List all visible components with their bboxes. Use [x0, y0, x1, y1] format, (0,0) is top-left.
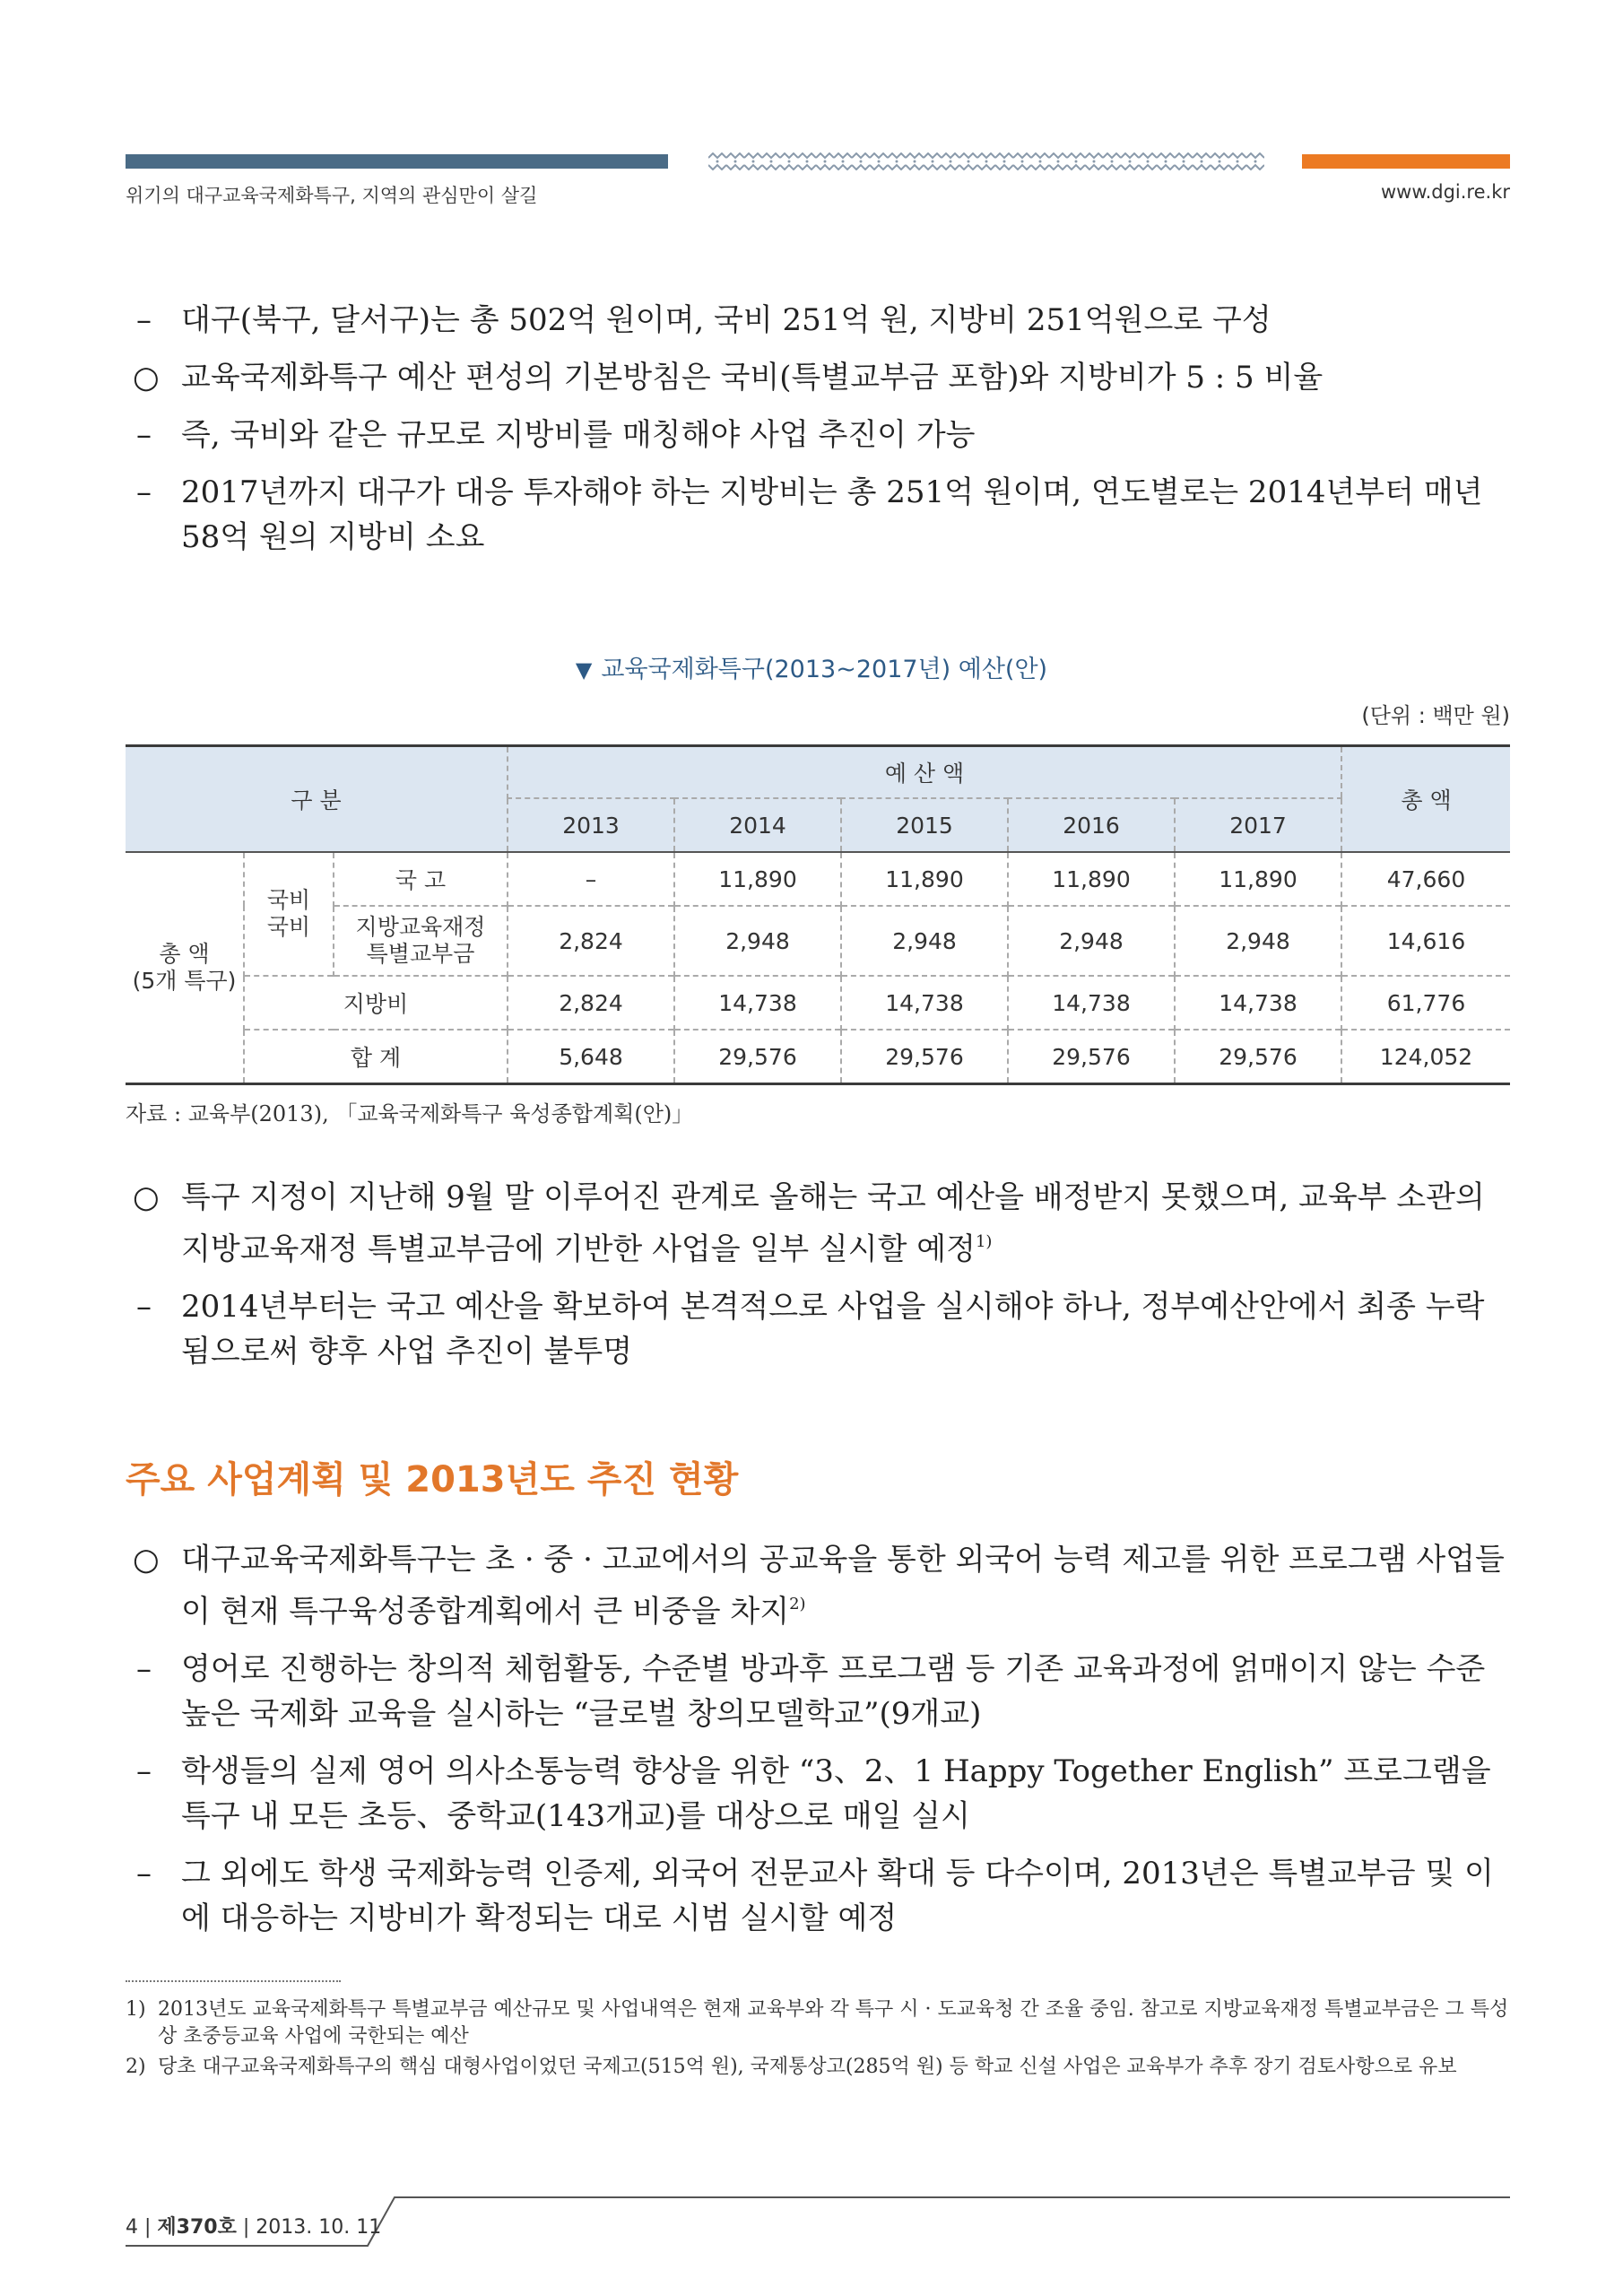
table-cell-total: 124,052 — [1341, 1030, 1510, 1084]
intro-text: 교육국제화특구 예산 편성의 기본방침은 국비(특별교부금 포함)와 지방비가 5 : 5 비율 — [181, 360, 1324, 396]
header-year: 2013 — [508, 798, 674, 852]
table-cell: 11,890 — [841, 852, 1008, 906]
row-label-line1: 지방교육재정 — [355, 914, 486, 940]
table-title — [0, 649, 1623, 684]
table-cell: 29,576 — [674, 1030, 841, 1084]
header-year: 2014 — [674, 798, 841, 852]
intro-item-2 — [126, 355, 1510, 400]
table-cell-total: 14,616 — [1341, 906, 1510, 976]
section-item-2 — [126, 1647, 1510, 1736]
row-label: 지방비 — [244, 976, 508, 1030]
header-category: 구 분 — [126, 746, 508, 853]
section-heading: 주요 사업계획 및 2013년도 추진 현황 — [126, 1459, 739, 1500]
footnote-text: 당초 대구교육국제화특구의 핵심 대형사업이었던 국제고(515억 원), 국제통상고(285억 원) 등 학교 신설 사업은 교육부가 추후 장기 검토사항으로 유보 — [158, 2056, 1457, 2078]
circle-marker: ○ — [133, 1542, 160, 1578]
header-url[interactable]: www.dgi.re.kr — [1380, 181, 1510, 203]
row-label-line2: 특별교부금 — [366, 941, 475, 967]
intro-section — [126, 298, 1510, 572]
group-label — [126, 852, 244, 1084]
footer-separator: | — [242, 2216, 250, 2239]
subgroup-label-text: 국비 — [266, 887, 311, 913]
intro-item-3 — [126, 413, 1510, 457]
footnote-1 — [126, 1996, 1510, 2050]
mid-text: 특구 지정이 지난해 9월 말 이루어진 관계로 올해는 국고 예산을 배정받지 못했으며, 교육부 소관의 지방교육재정 특별교부금에 기반한 사업을 일부 실시할 예정 — [181, 1179, 1485, 1267]
footnote-number: 2) — [126, 2056, 146, 2078]
header-year: 2017 — [1175, 798, 1341, 852]
section-text: 대구교육국제화특구는 초 · 중 · 고교에서의 공교육을 통한 외국어 능력 제고를 위한 프로그램 사업들이 현재 특구육성종합계획에서 큰 비중을 차지 — [181, 1542, 1505, 1630]
page-number: 4 — [126, 2216, 138, 2239]
intro-text: 2017년까지 대구가 대응 투자해야 하는 지방비는 총 251억 원이며, 연도별로는 2014년부터 매년 58억 원의 지방비 소요 — [181, 474, 1483, 555]
table-title-text: 교육국제화특구(2013~2017년) 예산(안) — [601, 656, 1048, 683]
table-cell: 29,576 — [1175, 1030, 1341, 1084]
footnote-ref: 1) — [975, 1232, 993, 1251]
table-cell: 29,576 — [1008, 1030, 1175, 1084]
table-cell: 11,890 — [1008, 852, 1175, 906]
dash-marker: – — [136, 1856, 152, 1892]
table-cell: 2,824 — [508, 906, 674, 976]
intro-text: 대구(북구, 달서구)는 총 502억 원이며, 국비 251억 원, 지방비 251억원으로 구성 — [181, 302, 1271, 338]
table-cell: 5,648 — [508, 1030, 674, 1084]
header-total: 총 액 — [1341, 746, 1510, 853]
table-cell-total: 61,776 — [1341, 976, 1510, 1030]
dash-marker: – — [136, 1289, 152, 1325]
dash-marker: – — [136, 302, 152, 338]
section-item-1 — [126, 1537, 1510, 1634]
row-label — [334, 906, 508, 976]
table-cell: 11,890 — [674, 852, 841, 906]
group-label-main: 총 액 — [159, 941, 210, 967]
footnote-2 — [126, 2054, 1510, 2081]
intro-item-1 — [126, 298, 1510, 343]
table-source: 자료 : 교육부(2013), 「교육국제화특구 육성종합계획(안)」 — [126, 1101, 694, 1126]
footnote-number: 1) — [126, 1998, 146, 2021]
subgroup-label-text: 국비 — [266, 914, 311, 940]
table-cell: 11,890 — [1175, 852, 1341, 906]
section-item-3 — [126, 1749, 1510, 1839]
section-item-4 — [126, 1851, 1510, 1941]
mid-text: 2014년부터는 국고 예산을 확보하여 본격적으로 사업을 실시해야 하나, 정부예산안에서 최종 누락됨으로써 향후 사업 추진이 불투명 — [181, 1289, 1485, 1370]
footnote-ref: 2) — [789, 1595, 806, 1613]
intro-text: 즉, 국비와 같은 규모로 지방비를 매칭해야 사업 추진이 가능 — [181, 417, 976, 453]
table-cell: 2,948 — [841, 906, 1008, 976]
issue-number: 제370호 — [157, 2216, 237, 2239]
header-title: 위기의 대구교육국제화특구, 지역의 관심만이 살길 — [126, 185, 538, 206]
header-dot-pattern — [708, 152, 1264, 170]
table-cell: 29,576 — [841, 1030, 1008, 1084]
table-cell: 14,738 — [841, 976, 1008, 1030]
table-cell: 2,948 — [1008, 906, 1175, 976]
header-bar-left — [126, 154, 668, 169]
footnote-text: 2013년도 교육국제화특구 특별교부금 예산규모 및 사업내역은 현재 교육부와 각 특구 시 · 도교육청 간 조율 중임. 참고로 지방교육재정 특별교부금은 그 특성상 초중등교육 사업에 국한되는 예산 — [158, 1998, 1509, 2048]
table-cell: 2,948 — [674, 906, 841, 976]
issue-date: 2013. 10. 11 — [256, 2216, 382, 2239]
header-year: 2016 — [1008, 798, 1175, 852]
table-cell: 2,824 — [508, 976, 674, 1030]
intro-item-4 — [126, 470, 1510, 560]
section-text: 학생들의 실제 영어 의사소통능력 향상을 위한 “3、2、1 Happy Together English” 프로그램을 특구 내 모든 초등、중학교(143개교)를 대상으로 매일 실시 — [181, 1753, 1491, 1834]
table-row — [126, 906, 1510, 976]
circle-marker: ○ — [133, 1179, 160, 1215]
table-cell: 2,948 — [1175, 906, 1341, 976]
table-cell: 14,738 — [674, 976, 841, 1030]
mid-item-2 — [126, 1284, 1510, 1374]
dash-marker: – — [136, 474, 152, 510]
mid-item-1 — [126, 1175, 1510, 1272]
table-cell: – — [508, 852, 674, 906]
footer-separator: | — [144, 2216, 152, 2239]
header-bar-right — [1302, 154, 1510, 169]
dash-marker: – — [136, 1651, 152, 1687]
footer — [126, 2212, 381, 2239]
group-label-sub: (5개 특구) — [132, 968, 237, 994]
table-unit: (단위 : 백만 원) — [1361, 703, 1510, 728]
section-text: 그 외에도 학생 국제화능력 인증제, 외국어 전문교사 확대 등 다수이며, 2013년은 특별교부금 및 이에 대응하는 지방비가 확정되는 대로 시범 실시할 예정 — [181, 1856, 1494, 1936]
section-body — [126, 1537, 1510, 1953]
footnote-divider — [126, 1980, 341, 1982]
section-text: 영어로 진행하는 창의적 체험활동, 수준별 방과후 프로그램 등 기존 교육과정에 얽매이지 않는 수준 높은 국제화 교육을 실시하는 “글로벌 창의모델학교”(9개교) — [181, 1651, 1486, 1732]
table-cell: 14,738 — [1008, 976, 1175, 1030]
dash-marker: – — [136, 1753, 152, 1789]
table-row — [126, 852, 1510, 906]
circle-marker: ○ — [133, 360, 160, 396]
subgroup-label — [244, 852, 334, 976]
header-year: 2015 — [841, 798, 1008, 852]
table-row — [126, 1030, 1510, 1084]
budget-table — [126, 744, 1510, 1085]
mid-section — [126, 1175, 1510, 1387]
table-cell-total: 47,660 — [1341, 852, 1510, 906]
triangle-down-icon: ▼ — [575, 657, 593, 683]
dash-marker: – — [136, 417, 152, 453]
row-label: 국 고 — [334, 852, 508, 906]
table-row — [126, 976, 1510, 1030]
row-label: 합 계 — [244, 1030, 508, 1084]
header-budget: 예 산 액 — [508, 746, 1341, 799]
table-cell: 14,738 — [1175, 976, 1341, 1030]
